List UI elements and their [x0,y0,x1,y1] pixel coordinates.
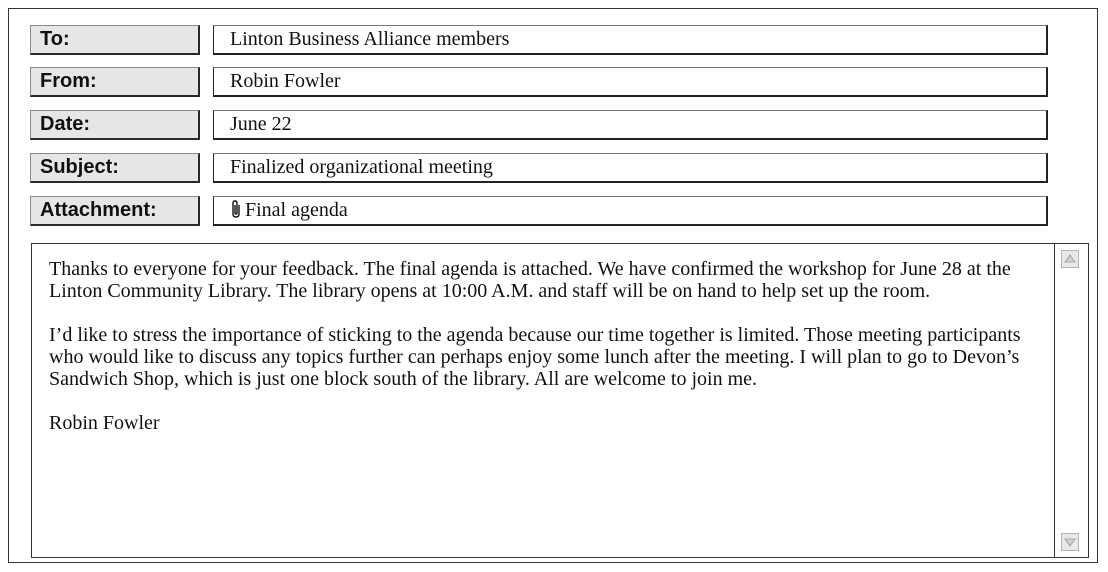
attachment-filename[interactable]: Final agenda [245,199,348,221]
date-field[interactable]: June 22 [213,110,1048,140]
scroll-down-button[interactable] [1061,533,1079,551]
body-paragraph-1: Thanks to everyone for your feedback. The final agenda is attached. We have confirmed the workshop for June 28 at the Linton Community Library. The library opens at 10:00 A.M. and staff will be on hand to help set up the room. [49,258,1011,302]
paperclip-icon [230,199,242,227]
to-label: To: [30,25,200,55]
date-label: Date: [30,110,200,140]
message-body[interactable] [31,243,1055,558]
vertical-scrollbar[interactable] [1055,243,1089,558]
triangle-down-icon [1062,534,1078,550]
body-paragraph-2: I’d like to stress the importance of sticking to the agenda because our time together is limited. Those meeting participants who would like to discuss any topics further can perhaps enjoy some lunch after the meeting. I will plan to go to Devon’s Sandwich Shop, which is just one block south of the library. All are welcome to join me. [49,324,1021,390]
attachment-label: Attachment: [30,196,200,226]
from-label: From: [30,67,200,97]
to-field[interactable]: Linton Business Alliance members [213,25,1048,55]
body-signature: Robin Fowler [49,412,160,434]
subject-field[interactable]: Finalized organizational meeting [213,153,1048,183]
attachment-field[interactable] [213,196,1048,226]
message-text [49,258,1039,434]
subject-label: Subject: [30,153,200,183]
triangle-up-icon [1062,251,1078,267]
from-field[interactable]: Robin Fowler [213,67,1048,97]
scroll-up-button[interactable] [1061,250,1079,268]
